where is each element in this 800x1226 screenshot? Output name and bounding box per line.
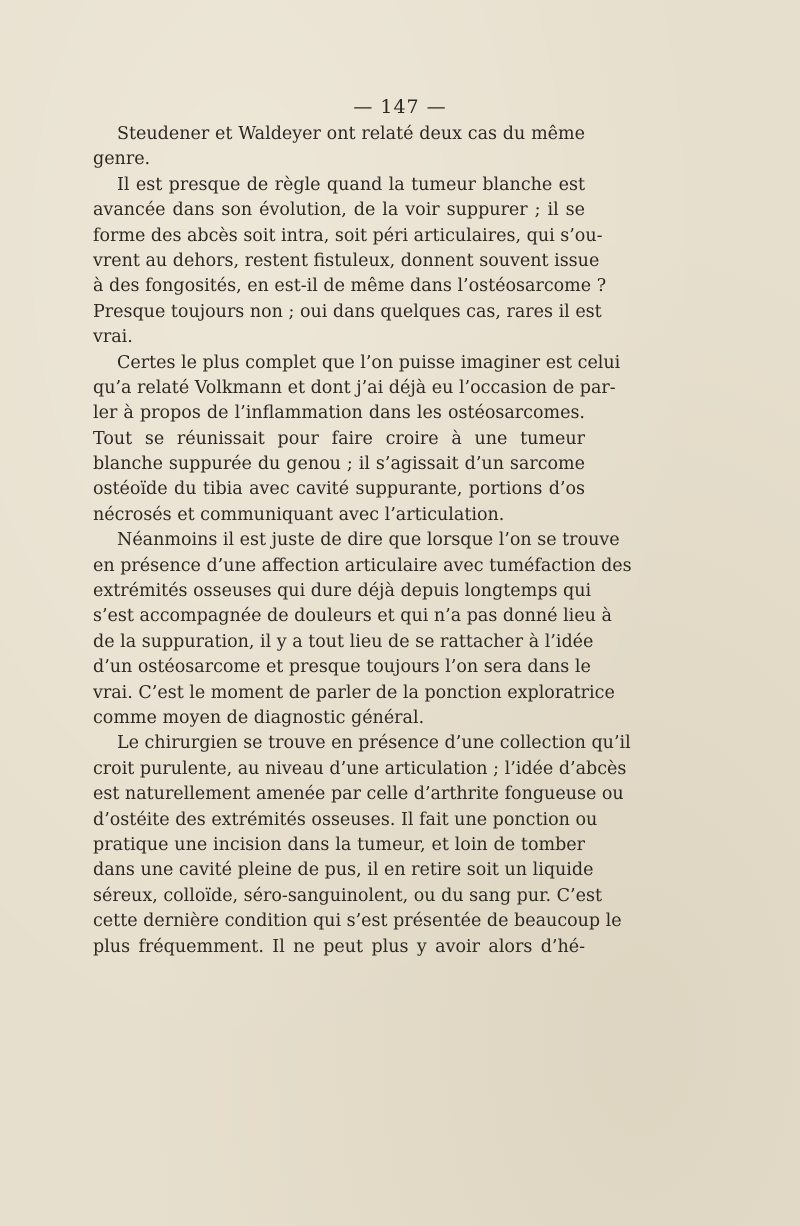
text-line: dans une cavité pleine de pus, il en retire soit un liquide: [93, 860, 594, 881]
text-line: Il est presque de règle quand la tumeur blanche est: [117, 174, 585, 195]
text-line: plus fréquemment. Il ne peut plus y avoir alors d’hé-: [93, 936, 585, 957]
text-line: ler à propos de l’inflammation dans les ostéosarcomes.: [93, 403, 585, 424]
text-line: genre.: [93, 149, 151, 170]
text-line: Néanmoins il est juste de dire que lorsque l’on se trouve: [117, 530, 620, 551]
body-text: [93, 122, 632, 960]
text-line: forme des abcès soit intra, soit péri articulaires, qui s’ou-: [93, 225, 603, 246]
paragraph-1: [93, 122, 585, 173]
paragraph-5: [93, 731, 631, 960]
paragraph-4: [93, 528, 632, 731]
text-line: nécrosés et communiquant avec l’articulation.: [93, 504, 505, 525]
text-line: extrémités osseuses qui dure déjà depuis longtemps qui: [93, 581, 592, 602]
text-line: vrai. C’est le moment de parler de la ponction exploratrice: [93, 682, 615, 703]
text-line: de la suppuration, il y a tout lieu de se rattacher à l’idée: [93, 631, 594, 652]
text-line: vrent au dehors, restent fistuleux, donnent souvent issue: [93, 250, 600, 271]
text-line: ostéoïde du tibia avec cavité suppurante, portions d’os: [93, 479, 585, 500]
text-line: Tout se réunissait pour faire croire à une tumeur: [93, 428, 585, 449]
text-line: séreux, colloïde, séro-sanguinolent, ou du sang pur. C’est: [93, 885, 602, 906]
text-line: Steudener et Waldeyer ont relaté deux cas du même: [117, 124, 585, 144]
text-line: Le chirurgien se trouve en présence d’une collection qu’il: [117, 733, 631, 754]
text-line: d’ostéite des extrémités osseuses. Il fait une ponction ou: [93, 809, 598, 830]
text-line: en présence d’une affection articulaire avec tuméfaction des: [93, 555, 632, 576]
text-line: s’est accompagnée de douleurs et qui n’a pas donné lieu à: [93, 606, 612, 627]
page-number: — 147 —: [353, 96, 447, 118]
text-line: vrai.: [93, 327, 133, 348]
text-line: Certes le plus complet que l’on puisse imaginer est celui: [117, 352, 621, 373]
text-line: comme moyen de diagnostic général.: [93, 707, 425, 728]
text-line: d’un ostéosarcome et presque toujours l’on sera dans le: [93, 657, 591, 678]
text-line: cette dernière condition qui s’est présentée de beaucoup le: [93, 911, 622, 932]
text-line: blanche suppurée du genou ; il s’agissait d’un sarcome: [93, 454, 585, 475]
paragraph-3: [93, 351, 621, 529]
text-line: avancée dans son évolution, de la voir suppurer ; il se: [93, 200, 585, 221]
text-line: pratique une incision dans la tumeur, et loin de tomber: [93, 834, 585, 855]
paragraph-2: [93, 173, 607, 351]
text-line: à des fongosités, en est-il de même dans l’ostéosarcome ?: [93, 276, 607, 297]
text-line: Presque toujours non ; oui dans quelques cas, rares il est: [93, 301, 602, 322]
text-line: est naturellement amenée par celle d’arthrite fongueuse ou: [93, 784, 624, 805]
text-line: qu’a relaté Volkmann et dont j’ai déjà eu l’occasion de par-: [93, 377, 616, 398]
text-line: croit purulente, au niveau d’une articulation ; l’idée d’abcès: [93, 758, 627, 779]
